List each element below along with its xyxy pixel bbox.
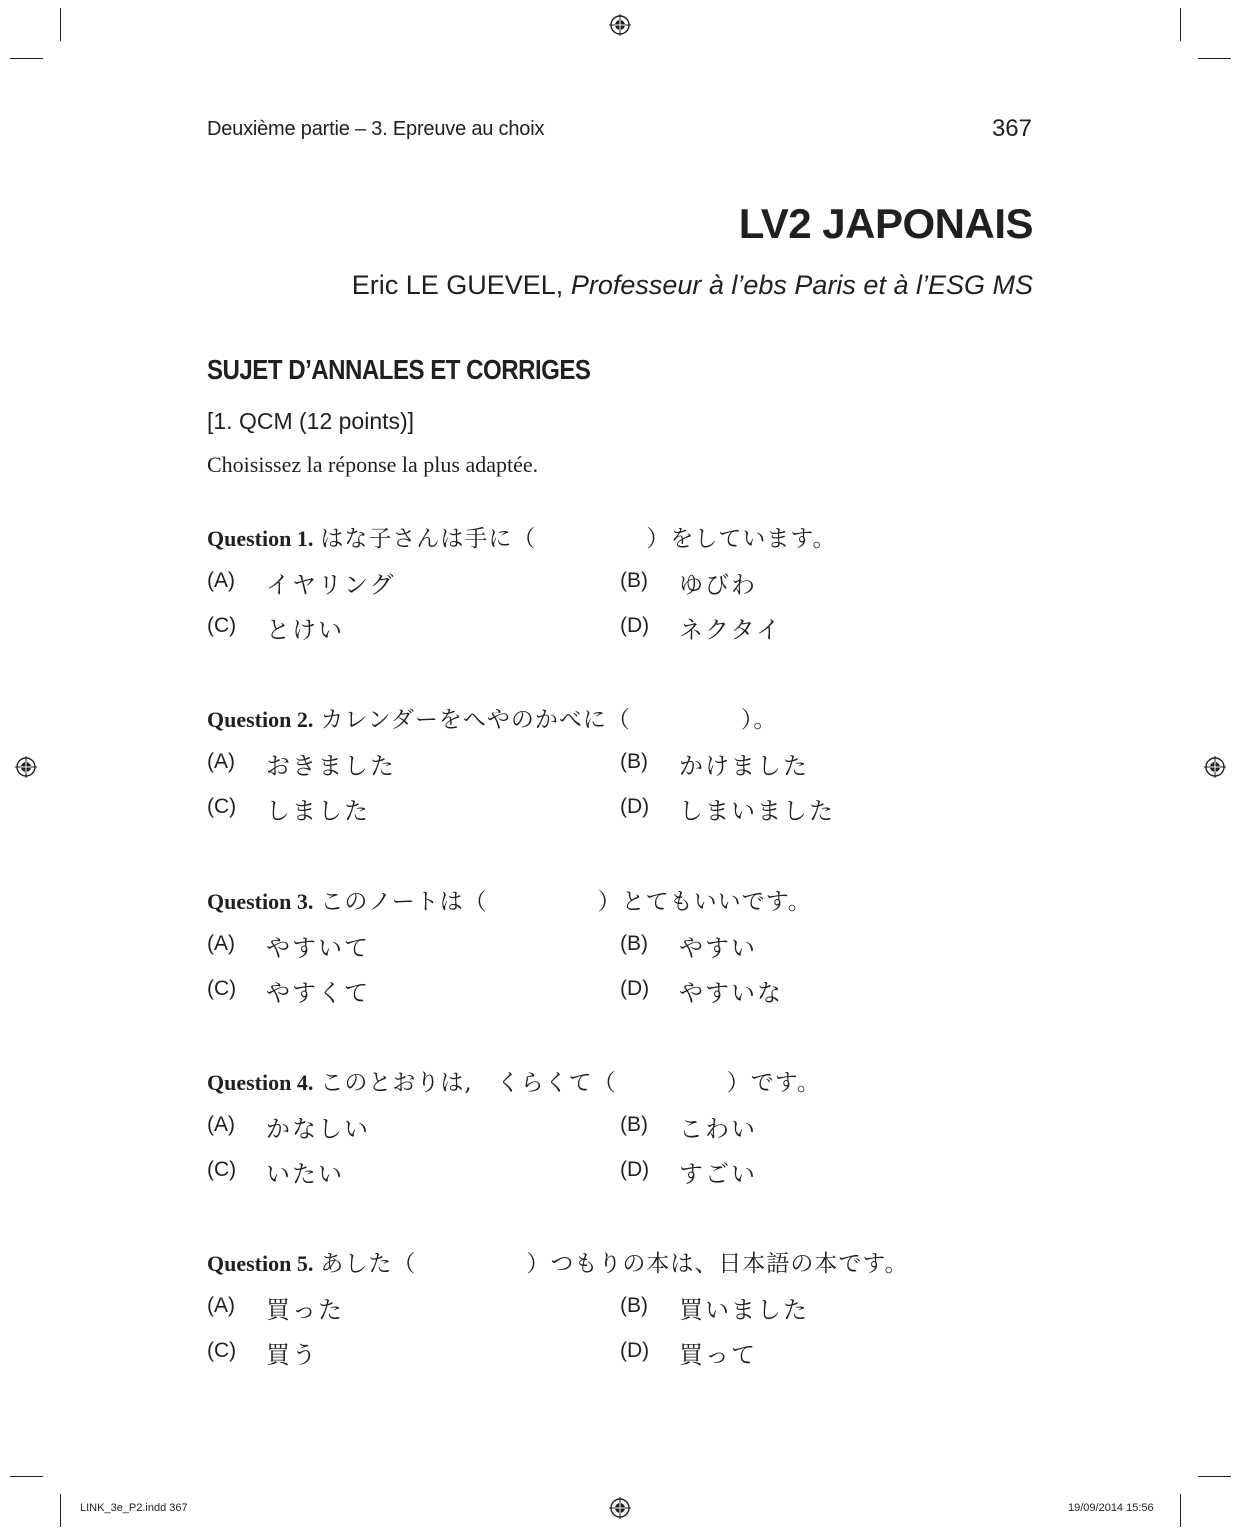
crop-mark-bottom-right	[1180, 1494, 1181, 1527]
option-text: ネクタイ	[679, 616, 783, 644]
question-text-before-blank: このノートは（	[320, 889, 488, 915]
section-title	[207, 354, 653, 386]
section-title-text: SUJET D’ANNALES ET CORRIGES	[207, 354, 591, 385]
author-name: Eric LE GUEVEL,	[351, 270, 564, 300]
registration-mark-left-icon	[15, 756, 37, 778]
crop-mark-bottom-left-h	[10, 1476, 43, 1477]
option-text: やすいな	[679, 979, 783, 1007]
option-text: かなしい	[266, 1115, 370, 1143]
option-letter: (A)	[207, 1294, 235, 1317]
question-text-before-blank: はな子さんは手に（	[320, 526, 537, 552]
question-label: Question 4.	[207, 1070, 314, 1095]
option-text: やすいて	[266, 934, 370, 962]
page-title: LV2 JAPONAIS	[738, 200, 1033, 247]
running-head: Deuxième partie – 3. Epreuve au choix	[207, 118, 545, 140]
registration-mark-top-icon	[609, 14, 631, 36]
crop-mark-top-left	[60, 8, 61, 41]
subsection-title: [1. QCM (12 points)]	[207, 408, 415, 434]
option-text: かけました	[679, 752, 809, 780]
footer-timestamp: 19/09/2014 15:56	[1068, 1502, 1154, 1514]
crop-mark-top-right-h	[1198, 58, 1231, 59]
option-letter: (C)	[207, 795, 237, 818]
option-text: 買いました	[679, 1296, 809, 1324]
option-letter: (A)	[207, 750, 235, 773]
crop-mark-bottom-left	[60, 1494, 61, 1527]
option-letter: (C)	[207, 614, 237, 637]
option-letter: (D)	[620, 1158, 650, 1181]
option-text: しました	[266, 797, 370, 825]
question-5	[207, 1245, 909, 1278]
question-text-before-blank: カレンダーをへやのかべに（	[320, 707, 631, 733]
option-text: いたい	[266, 1160, 344, 1188]
question-4	[207, 1064, 821, 1097]
question-2	[207, 701, 777, 734]
question-text-after-blank: ）。	[740, 707, 778, 733]
option-letter: (B)	[620, 569, 648, 592]
option-letter: (B)	[620, 1294, 648, 1317]
option-letter: (A)	[207, 569, 235, 592]
option-text: こわい	[679, 1115, 757, 1143]
question-text-before-blank: あした（	[320, 1251, 417, 1277]
option-text: ゆびわ	[679, 571, 757, 599]
option-letter: (D)	[620, 1339, 650, 1362]
page-number: 367	[991, 115, 1032, 142]
question-3	[207, 883, 812, 916]
crop-mark-top-right	[1180, 8, 1181, 41]
option-text: おきました	[266, 752, 396, 780]
option-text: 買う	[266, 1341, 318, 1369]
option-letter: (B)	[620, 1113, 648, 1136]
author-role: Professeur à l’ebs Paris et à l’ESG MS	[570, 270, 1033, 300]
question-text-before-blank: このとおりは, くらくて（	[320, 1070, 617, 1096]
question-label: Question 2.	[207, 707, 314, 732]
option-letter: (C)	[207, 1158, 237, 1181]
option-letter: (A)	[207, 1113, 235, 1136]
option-letter: (A)	[207, 932, 235, 955]
registration-mark-right-icon	[1204, 756, 1226, 778]
instruction-text: Choisissez la réponse la plus adaptée.	[207, 452, 539, 477]
question-text-after-blank: ）とてもいいです。	[597, 889, 812, 915]
question-label: Question 5.	[207, 1251, 314, 1276]
question-text-after-blank: ）をしています。	[646, 526, 837, 552]
footer-file: LINK_3e_P2.indd 367	[80, 1502, 188, 1514]
option-text: とけい	[266, 616, 344, 644]
option-letter: (D)	[620, 977, 650, 1000]
author-line	[352, 270, 1033, 301]
option-text: すごい	[679, 1160, 757, 1188]
crop-mark-top-left-h	[10, 58, 43, 59]
question-text-after-blank: ）です。	[726, 1070, 821, 1096]
option-text: やすくて	[266, 979, 370, 1007]
option-text: イヤリング	[266, 571, 396, 599]
option-text: しまいました	[679, 797, 835, 825]
option-letter: (C)	[207, 977, 237, 1000]
question-1	[207, 520, 837, 553]
option-letter: (D)	[620, 614, 650, 637]
option-text: やすい	[679, 934, 757, 962]
registration-mark-bottom-icon	[609, 1497, 631, 1519]
option-letter: (B)	[620, 750, 648, 773]
question-label: Question 3.	[207, 889, 314, 914]
option-letter: (B)	[620, 932, 648, 955]
question-label: Question 1.	[207, 526, 314, 551]
crop-mark-bottom-right-h	[1198, 1476, 1231, 1477]
option-text: 買った	[266, 1296, 344, 1324]
question-text-after-blank: ）つもりの本は、日本語の本です。	[526, 1251, 909, 1277]
option-letter: (D)	[620, 795, 650, 818]
option-letter: (C)	[207, 1339, 237, 1362]
option-text: 買って	[679, 1341, 757, 1369]
